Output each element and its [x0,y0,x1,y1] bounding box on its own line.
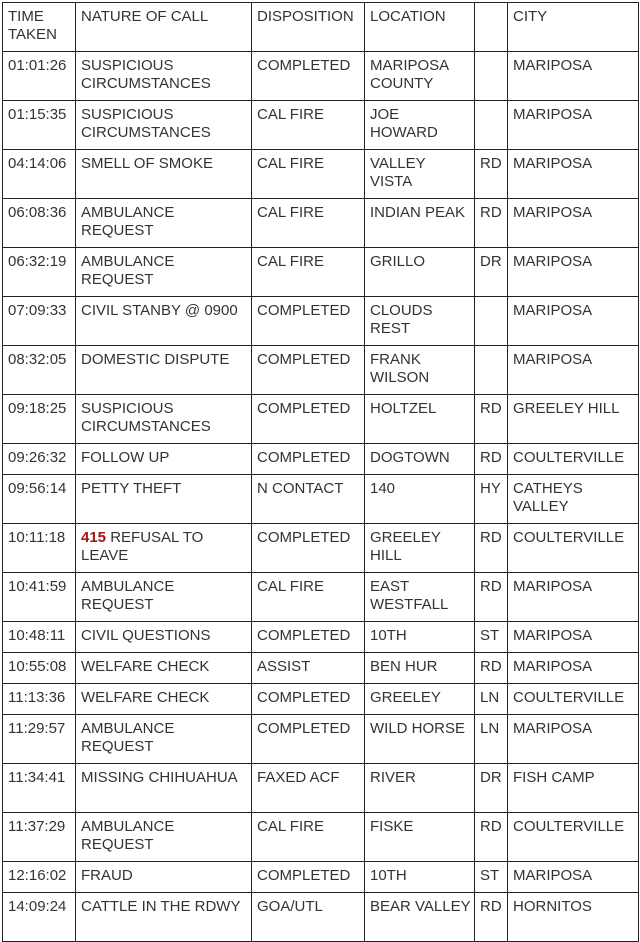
nature-text: DOMESTIC DISPUTE [81,351,230,368]
cell-time-taken: 11:29:57 [3,715,76,764]
cell-city: MARIPOSA [508,622,639,653]
cell-time-taken: 11:34:41 [3,764,76,813]
cell-location: FISKE [365,813,475,862]
cell-time-taken: 01:01:26 [3,52,76,101]
cell-street-suffix [475,346,508,395]
cell-city: COULTERVILLE [508,684,639,715]
header-row [3,3,639,52]
cell-city: COULTERVILLE [508,524,639,573]
header-disposition: DISPOSITION [252,3,365,52]
cell-street-suffix: ST [475,862,508,893]
cell-nature-of-call [76,150,252,199]
cell-street-suffix: DR [475,248,508,297]
cell-nature-of-call [76,684,252,715]
cell-location: GREELEY [365,684,475,715]
nature-text: WELFARE CHECK [81,658,210,675]
nature-text: FOLLOW UP [81,449,170,466]
cell-location: VALLEY VISTA [365,150,475,199]
cell-time-taken: 09:56:14 [3,475,76,524]
cell-location: INDIAN PEAK [365,199,475,248]
header-city: CITY [508,3,639,52]
cell-street-suffix: RD [475,573,508,622]
table-row [3,684,639,715]
cell-time-taken: 09:18:25 [3,395,76,444]
nature-text: CIVIL QUESTIONS [81,627,211,644]
cell-street-suffix: LN [475,715,508,764]
call-log-body [3,52,639,942]
cell-location: RIVER [365,764,475,813]
cell-time-taken: 10:11:18 [3,524,76,573]
cell-disposition: COMPLETED [252,52,365,101]
cell-nature-of-call [76,764,252,813]
cell-time-taken: 10:55:08 [3,653,76,684]
table-row [3,862,639,893]
cell-time-taken: 06:32:19 [3,248,76,297]
cell-city: MARIPOSA [508,715,639,764]
cell-time-taken: 09:26:32 [3,444,76,475]
cell-street-suffix [475,101,508,150]
cell-nature-of-call [76,524,252,573]
table-row [3,715,639,764]
cell-city: CATHEYS VALLEY [508,475,639,524]
cell-street-suffix [475,52,508,101]
cell-nature-of-call [76,653,252,684]
table-row [3,444,639,475]
nature-text: WELFARE CHECK [81,689,210,706]
nature-text: CATTLE IN THE RDWY [81,898,241,915]
cell-time-taken: 11:37:29 [3,813,76,862]
nature-text: SMELL OF SMOKE [81,155,213,172]
table-row [3,248,639,297]
cell-street-suffix: ST [475,622,508,653]
cell-city: MARIPOSA [508,862,639,893]
cell-disposition: COMPLETED [252,297,365,346]
cell-disposition: CAL FIRE [252,813,365,862]
cell-disposition: CAL FIRE [252,248,365,297]
table-row [3,52,639,101]
cell-location: JOE HOWARD [365,101,475,150]
cell-disposition: CAL FIRE [252,101,365,150]
cell-location: EAST WESTFALL [365,573,475,622]
cell-street-suffix: RD [475,813,508,862]
cell-location: BEAR VALLEY [365,893,475,942]
cell-disposition: CAL FIRE [252,573,365,622]
cell-disposition: N CONTACT [252,475,365,524]
cell-nature-of-call [76,715,252,764]
cell-city: MARIPOSA [508,346,639,395]
table-row [3,622,639,653]
cell-nature-of-call [76,893,252,942]
cell-nature-of-call [76,52,252,101]
cell-disposition: GOA/UTL [252,893,365,942]
table-row [3,475,639,524]
cell-disposition: CAL FIRE [252,150,365,199]
table-row [3,653,639,684]
table-row [3,813,639,862]
nature-text: SUSPICIOUS CIRCUMSTANCES [81,400,211,435]
cell-street-suffix: RD [475,653,508,684]
cell-disposition: COMPLETED [252,715,365,764]
cell-location: 10TH [365,862,475,893]
nature-text: CIVIL STANBY @ 0900 [81,302,238,319]
header-nature-of-call: NATURE OF CALL [76,3,252,52]
cell-city: MARIPOSA [508,573,639,622]
cell-disposition: CAL FIRE [252,199,365,248]
cell-location: FRANK WILSON [365,346,475,395]
nature-text: PETTY THEFT [81,480,182,497]
table-row [3,199,639,248]
cell-location: MARIPOSA COUNTY [365,52,475,101]
cell-street-suffix: RD [475,150,508,199]
cell-city: GREELEY HILL [508,395,639,444]
cell-city: MARIPOSA [508,297,639,346]
cell-disposition: COMPLETED [252,395,365,444]
cell-time-taken: 07:09:33 [3,297,76,346]
cell-street-suffix [475,297,508,346]
cell-disposition: COMPLETED [252,346,365,395]
cell-nature-of-call [76,395,252,444]
cell-location: CLOUDS REST [365,297,475,346]
cell-nature-of-call [76,475,252,524]
table-row [3,101,639,150]
cell-location: DOGTOWN [365,444,475,475]
cell-location: 10TH [365,622,475,653]
cell-nature-of-call [76,346,252,395]
table-row [3,395,639,444]
cell-time-taken: 10:41:59 [3,573,76,622]
table-row [3,893,639,942]
table-row [3,524,639,573]
cell-street-suffix: DR [475,764,508,813]
cell-time-taken: 10:48:11 [3,622,76,653]
table-row [3,150,639,199]
cell-disposition: ASSIST [252,653,365,684]
cell-disposition: FAXED ACF [252,764,365,813]
nature-text: AMBULANCE REQUEST [81,253,175,288]
cell-city: COULTERVILLE [508,813,639,862]
nature-text: REFUSAL TO LEAVE [81,529,204,564]
cell-disposition: COMPLETED [252,524,365,573]
cell-city: COULTERVILLE [508,444,639,475]
call-log-table [2,2,639,942]
cell-street-suffix: RD [475,199,508,248]
cell-city: MARIPOSA [508,248,639,297]
call-code: 415 [81,529,107,546]
table-row [3,346,639,395]
cell-city: HORNITOS [508,893,639,942]
cell-street-suffix: RD [475,444,508,475]
nature-text: AMBULANCE REQUEST [81,204,175,239]
cell-street-suffix: RD [475,524,508,573]
nature-text: MISSING CHIHUAHUA [81,769,238,786]
cell-time-taken: 08:32:05 [3,346,76,395]
cell-disposition: COMPLETED [252,862,365,893]
cell-street-suffix: RD [475,893,508,942]
cell-street-suffix: LN [475,684,508,715]
cell-street-suffix: HY [475,475,508,524]
cell-disposition: COMPLETED [252,684,365,715]
cell-location: WILD HORSE [365,715,475,764]
cell-location: HOLTZEL [365,395,475,444]
cell-nature-of-call [76,199,252,248]
cell-nature-of-call [76,622,252,653]
cell-location: GRILLO [365,248,475,297]
cell-disposition: COMPLETED [252,444,365,475]
cell-city: MARIPOSA [508,101,639,150]
cell-city: MARIPOSA [508,199,639,248]
header-time-taken: TIME TAKEN [3,3,76,52]
cell-time-taken: 04:14:06 [3,150,76,199]
cell-disposition: COMPLETED [252,622,365,653]
cell-nature-of-call [76,248,252,297]
nature-text: FRAUD [81,867,133,884]
cell-nature-of-call [76,444,252,475]
header-location: LOCATION [365,3,475,52]
cell-time-taken: 14:09:24 [3,893,76,942]
nature-text: SUSPICIOUS CIRCUMSTANCES [81,106,211,141]
cell-nature-of-call [76,297,252,346]
nature-text: SUSPICIOUS CIRCUMSTANCES [81,57,211,92]
nature-text: AMBULANCE REQUEST [81,720,175,755]
nature-text: AMBULANCE REQUEST [81,578,175,613]
cell-location: BEN HUR [365,653,475,684]
cell-location: 140 [365,475,475,524]
cell-time-taken: 12:16:02 [3,862,76,893]
nature-text: AMBULANCE REQUEST [81,818,175,853]
cell-nature-of-call [76,813,252,862]
cell-city: FISH CAMP [508,764,639,813]
cell-time-taken: 01:15:35 [3,101,76,150]
cell-city: MARIPOSA [508,150,639,199]
cell-time-taken: 06:08:36 [3,199,76,248]
table-row [3,573,639,622]
cell-location: GREELEY HILL [365,524,475,573]
table-row [3,297,639,346]
cell-nature-of-call [76,862,252,893]
cell-street-suffix: RD [475,395,508,444]
cell-nature-of-call [76,573,252,622]
table-row [3,764,639,813]
cell-city: MARIPOSA [508,52,639,101]
cell-time-taken: 11:13:36 [3,684,76,715]
cell-nature-of-call [76,101,252,150]
cell-city: MARIPOSA [508,653,639,684]
header-suffix [475,3,508,52]
